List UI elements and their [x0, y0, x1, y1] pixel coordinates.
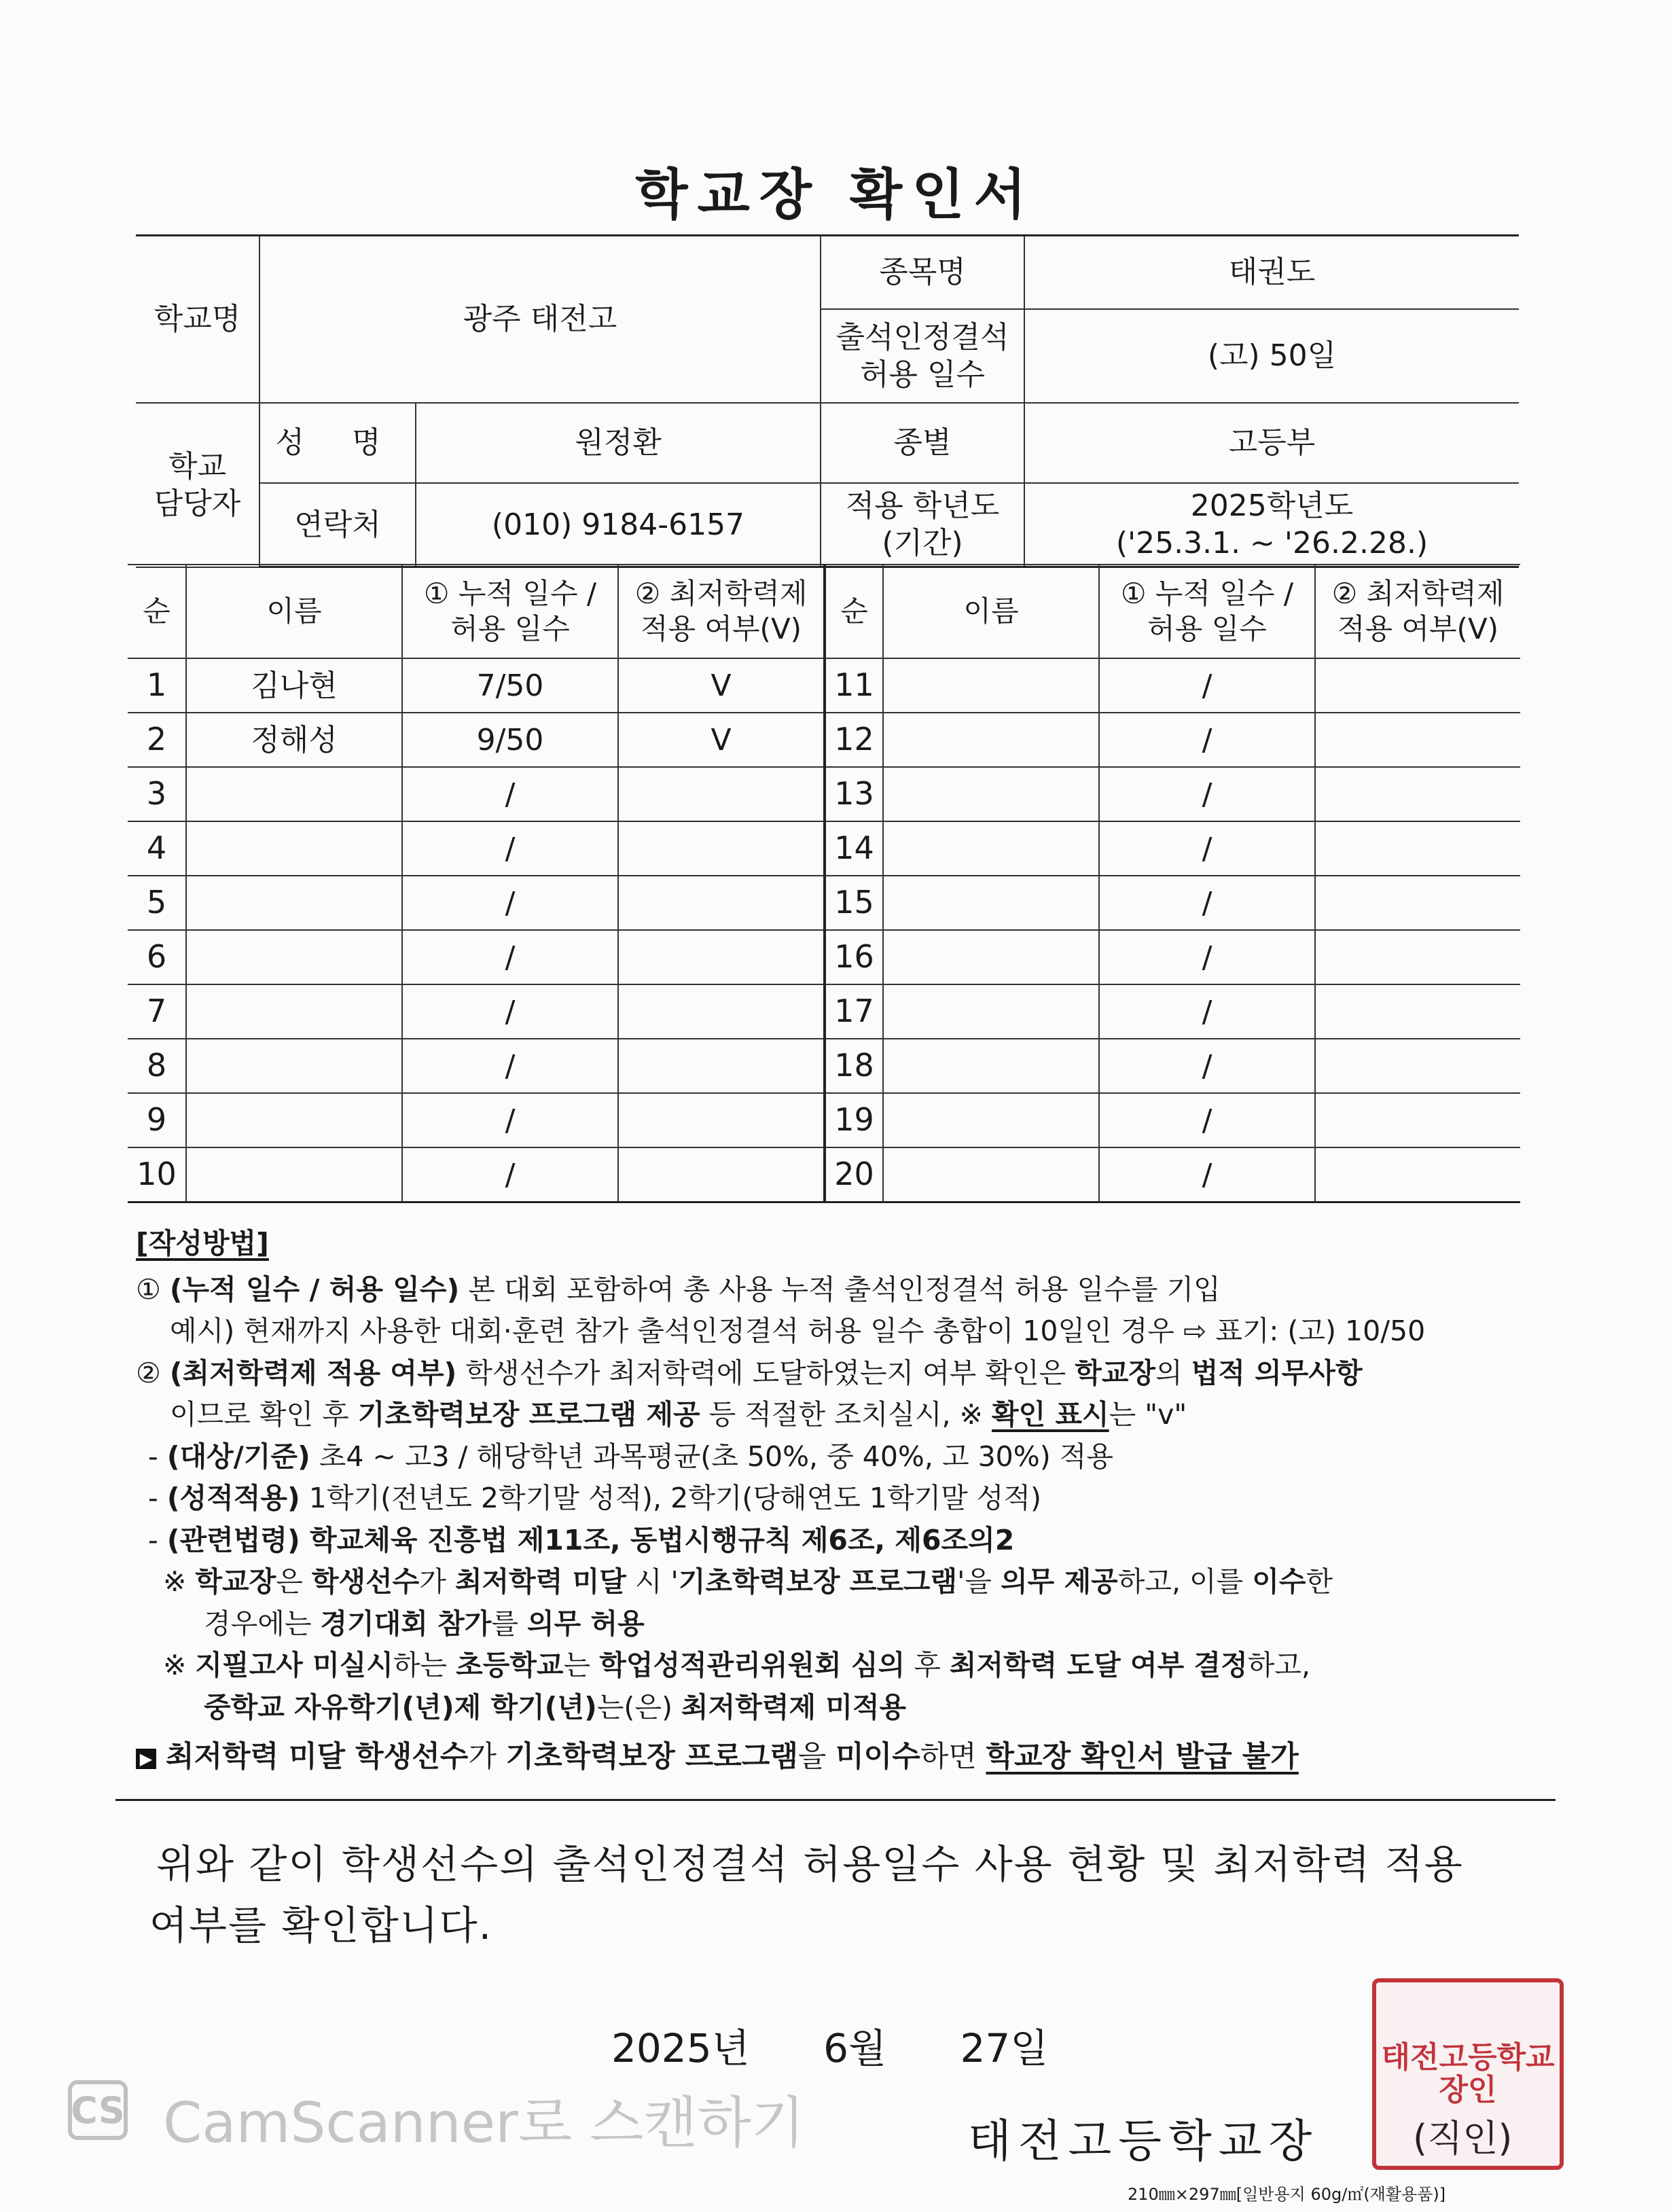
table-row [128, 984, 1520, 1039]
note1-text-4: '을 [957, 1565, 1001, 1598]
division-value: 고등부 [1024, 403, 1519, 483]
confirm-line-1: 위와 같이 학생선수의 출석인정결석 허용일수 사용 현황 및 최저학력 적용 [156, 1841, 1464, 1887]
method-section [136, 1223, 1535, 1779]
row-days-cell: / [402, 876, 618, 930]
method-dash-2 [136, 1478, 1535, 1520]
note2-bold-2: 초등학교 [456, 1649, 564, 1681]
row-name-cell [186, 930, 402, 984]
item2-text-2: 의 [1155, 1356, 1191, 1389]
note1-l2-bold-2: 의무 허용 [527, 1607, 645, 1640]
row-no-cell: 9 [128, 1093, 186, 1147]
year-value: 2025학년도 ('25.3.1. ~ '26.2.28.) [1024, 483, 1519, 567]
row-days-cell: / [402, 984, 618, 1039]
dash2-bold: (성적적용) [166, 1482, 300, 1514]
table-row [128, 1093, 1520, 1147]
row-no-cell: 15 [825, 876, 883, 930]
school-label: 학교명 [136, 236, 259, 403]
dash2-text: 1학기(전년도 2학기말 성적), 2학기(당해연도 1학기말 성적) [300, 1482, 1042, 1514]
note2-bold-1: 지필고사 미실시 [195, 1649, 393, 1681]
table-row [128, 1039, 1520, 1093]
note1-bold-6: 이수 [1252, 1565, 1306, 1598]
date-month: 6월 [823, 2025, 887, 2071]
row-days-cell: / [402, 1039, 618, 1093]
row-check-cell [1315, 984, 1520, 1039]
method-note-1-line-2 [136, 1603, 1535, 1645]
document-title: 학교장 확인서 [635, 163, 1036, 226]
table-row [128, 876, 1520, 930]
method-heading: [작성방법] [136, 1227, 269, 1260]
contact-group-label: 학교 담당자 [136, 403, 259, 567]
row-no-cell: 5 [128, 876, 186, 930]
dash3-bold: (관련법령) 학교체육 진흥법 제11조, 동법시행규칙 제6조, 제6조의2 [166, 1523, 1015, 1556]
row-no-cell: 19 [825, 1093, 883, 1147]
note2-bold-3: 학업성적관리위원회 심의 [599, 1649, 905, 1681]
circle-2-mark: ② [136, 1356, 161, 1389]
final-bold-4: 학교장 확인서 발급 불가 [986, 1740, 1299, 1774]
row-check-cell [1315, 1039, 1520, 1093]
circle-1-mark: ① [136, 1272, 161, 1306]
final-text-1: 가 [468, 1740, 506, 1774]
row-days-cell: / [1099, 1039, 1315, 1093]
row-days-cell: 9/50 [402, 713, 618, 767]
row-no-cell: 11 [825, 658, 883, 713]
row-name-cell [186, 1093, 402, 1147]
table-row [128, 930, 1520, 984]
seal-placeholder: (직인) [1413, 2117, 1513, 2160]
row-name-cell [883, 930, 1099, 984]
row-no-cell: 7 [128, 984, 186, 1039]
row-days-cell: / [1099, 1147, 1315, 1202]
note1-text-1: 은 [276, 1565, 312, 1598]
note1-mark: ※ [163, 1565, 196, 1598]
note1-bold-2: 학생선수 [311, 1565, 420, 1598]
date-line [611, 2016, 1048, 2073]
note2-mark: ※ [163, 1649, 196, 1681]
note1-l2-text-1: 경우에는 [204, 1607, 321, 1640]
row-days-cell: / [1099, 821, 1315, 876]
note2-l2-bold-2: 최저학력제 미적용 [681, 1690, 907, 1724]
item2-l2-text-3: 는 "v" [1109, 1398, 1187, 1431]
row-days-cell: / [1099, 658, 1315, 713]
table-row [128, 1147, 1520, 1202]
signer-name: 태전고등학교장 [968, 2115, 1319, 2167]
dash-2: - [148, 1482, 167, 1514]
confirm-statement [149, 1834, 1542, 1957]
row-name-cell [186, 1039, 402, 1093]
header-no-right: 순 [825, 565, 883, 658]
row-no-cell: 6 [128, 930, 186, 984]
note1-l2-text-2: 를 [491, 1607, 528, 1640]
row-check-cell [1315, 658, 1520, 713]
item2-bold: (최저학력제 적용 여부) [169, 1356, 457, 1389]
dash1-text: 초4 ~ 고3 / 해당학년 과목평균(초 50%, 중 40%, 고 30%) 적용 [310, 1440, 1113, 1473]
row-check-cell [618, 930, 825, 984]
camscanner-logo-icon: CS [68, 2080, 128, 2140]
row-days-cell: / [1099, 876, 1315, 930]
note1-bold-5: 의무 제공 [1001, 1565, 1118, 1598]
phone-label: 연락처 [259, 483, 416, 567]
dash1-bold: (대상/기준) [166, 1440, 310, 1473]
item2-text-1: 학생선수가 최저학력에 도달하였는지 여부 확인은 [456, 1356, 1075, 1389]
row-check-cell [618, 1039, 825, 1093]
row-name-cell [883, 1147, 1099, 1202]
method-item-1-example: 예시) 현재까지 사용한 대회·훈련 참가 출석인정결석 허용 일수 총합이 10일인 경우 ⇨ 표기: (고) 10/50 [170, 1315, 1426, 1347]
row-check-cell [1315, 767, 1520, 821]
allow-label: 출석인정결석 허용 일수 [821, 309, 1024, 403]
row-no-cell: 3 [128, 767, 186, 821]
row-days-cell: / [1099, 930, 1315, 984]
row-name-cell [883, 658, 1099, 713]
note1-text-2: 가 [419, 1565, 455, 1598]
row-name-cell [186, 984, 402, 1039]
header-no-left: 순 [128, 565, 186, 658]
table-row [128, 713, 1520, 767]
dash-3: - [148, 1523, 167, 1556]
final-bold-2: 기초학력보장 프로그램 [505, 1740, 798, 1774]
row-check-cell: V [618, 658, 825, 713]
row-check-cell [618, 876, 825, 930]
item2-l2-text-2: 등 적절한 조치실시, ※ [700, 1398, 992, 1431]
row-check-cell [618, 984, 825, 1039]
school-value: 광주 태전고 [259, 236, 821, 403]
row-name-cell: 김나현 [186, 658, 402, 713]
method-item-2-line-2 [136, 1394, 1535, 1436]
row-no-cell: 2 [128, 713, 186, 767]
year-label: 적용 학년도 (기간) [821, 483, 1024, 567]
note2-bold-4: 최저학력 도달 여부 결정 [949, 1649, 1248, 1681]
row-name-cell [883, 821, 1099, 876]
camscanner-watermark: CamScanner로 스캔하기 [163, 2091, 805, 2156]
header-name-right: 이름 [883, 565, 1099, 658]
row-days-cell: / [1099, 767, 1315, 821]
row-name-cell [883, 876, 1099, 930]
row-name-cell [883, 1093, 1099, 1147]
row-check-cell [1315, 876, 1520, 930]
row-name-cell [883, 767, 1099, 821]
row-no-cell: 8 [128, 1039, 186, 1093]
roster-header-row [128, 565, 1520, 658]
row-check-cell [618, 767, 825, 821]
note2-l2-bold-1: 중학교 자유학기(년)제 학기(년) [204, 1690, 597, 1724]
note1-text-6: 한 [1306, 1565, 1333, 1598]
method-note-1 [136, 1561, 1535, 1603]
method-note-2-line-2 [136, 1687, 1535, 1729]
method-dash-3 [136, 1520, 1535, 1562]
date-day: 27일 [960, 2025, 1049, 2071]
row-days-cell: 7/50 [402, 658, 618, 713]
note1-text-5: 하고, 이를 [1117, 1565, 1253, 1598]
header-days-left: ① 누적 일수 / 허용 일수 [402, 565, 618, 658]
final-bold-3: 미이수 [836, 1740, 920, 1774]
method-note-2 [136, 1645, 1535, 1687]
paper-spec-note: 210㎜×297㎜[일반용지 60g/㎡(재활용품)] [1128, 2185, 1446, 2204]
info-table [136, 234, 1519, 568]
row-days-cell: / [1099, 984, 1315, 1039]
table-row [128, 767, 1520, 821]
date-year: 2025년 [611, 2025, 750, 2071]
note1-l2-bold-1: 경기대회 참가 [320, 1607, 492, 1640]
row-days-cell: / [402, 930, 618, 984]
item2-l2-text-1: 이므로 확인 후 [170, 1398, 358, 1431]
note1-bold-1: 학교장 [195, 1565, 276, 1598]
method-final-note [136, 1735, 1535, 1779]
row-name-cell: 정해성 [186, 713, 402, 767]
note2-text-2: 는 [563, 1649, 600, 1681]
header-check-right: ② 최저학력제 적용 여부(V) [1315, 565, 1520, 658]
arrow-box-icon: ▶ [136, 1749, 156, 1769]
row-name-cell [883, 713, 1099, 767]
row-no-cell: 12 [825, 713, 883, 767]
final-text-3: 하면 [920, 1740, 986, 1774]
row-days-cell: / [1099, 1093, 1315, 1147]
header-days-right: ① 누적 일수 / 허용 일수 [1099, 565, 1315, 658]
item2-l2-bold-1: 기초학력보장 프로그램 제공 [357, 1398, 700, 1431]
row-no-cell: 17 [825, 984, 883, 1039]
row-no-cell: 20 [825, 1147, 883, 1202]
row-days-cell: / [1099, 713, 1315, 767]
header-check-left: ② 최저학력제 적용 여부(V) [618, 565, 825, 658]
row-no-cell: 16 [825, 930, 883, 984]
row-name-cell [186, 821, 402, 876]
item2-l2-bold-2: 확인 표시 [991, 1398, 1109, 1431]
name-label: 성 명 [259, 403, 416, 483]
row-no-cell: 1 [128, 658, 186, 713]
row-check-cell [618, 1147, 825, 1202]
note1-bold-4: 기초학력보장 프로그램 [678, 1565, 958, 1598]
event-label: 종목명 [821, 236, 1024, 309]
row-days-cell: / [402, 767, 618, 821]
row-check-cell [618, 821, 825, 876]
row-name-cell [186, 767, 402, 821]
note2-l2-text-1: 는(은) [596, 1690, 682, 1724]
method-item-1 [136, 1269, 1535, 1311]
allow-value: (고) 50일 [1024, 309, 1519, 403]
row-name-cell [883, 984, 1099, 1039]
row-check-cell [1315, 1147, 1520, 1202]
note2-text-3: 후 [905, 1649, 950, 1681]
final-text-2: 을 [797, 1740, 836, 1774]
row-name-cell [186, 1147, 402, 1202]
table-row [128, 821, 1520, 876]
method-item-2 [136, 1353, 1535, 1395]
row-check-cell [618, 1093, 825, 1147]
row-name-cell [883, 1039, 1099, 1093]
note1-text-3: 시 ' [626, 1565, 679, 1598]
row-check-cell [1315, 1093, 1520, 1147]
note2-text-1: 하는 [393, 1649, 456, 1681]
row-no-cell: 14 [825, 821, 883, 876]
event-value: 태권도 [1024, 236, 1519, 309]
method-dash-1 [136, 1436, 1535, 1478]
row-check-cell [1315, 821, 1520, 876]
dash-1: - [148, 1440, 167, 1473]
note1-bold-3: 최저학력 미달 [454, 1565, 626, 1598]
row-days-cell: / [402, 1147, 618, 1202]
official-stamp: 태전고등학교장인 [1372, 1978, 1564, 2170]
row-no-cell: 10 [128, 1147, 186, 1202]
roster-table [128, 564, 1520, 1203]
final-bold-1: 최저학력 미달 학생선수 [166, 1740, 469, 1774]
name-value: 원정환 [416, 403, 821, 483]
item2-bold-3: 법적 의무사항 [1191, 1356, 1363, 1389]
row-no-cell: 18 [825, 1039, 883, 1093]
row-check-cell: V [618, 713, 825, 767]
confirm-line-2: 여부를 확인합니다. [149, 1902, 493, 1948]
row-name-cell [186, 876, 402, 930]
table-row [128, 658, 1520, 713]
division-label: 종별 [821, 403, 1024, 483]
item1-text: 본 대회 포함하여 총 사용 누적 출석인정결석 허용 일수를 기입 [459, 1272, 1221, 1306]
header-name-left: 이름 [186, 565, 402, 658]
row-check-cell [1315, 713, 1520, 767]
phone-value: (010) 9184-6157 [416, 483, 821, 567]
row-days-cell: / [402, 821, 618, 876]
item2-bold-2: 학교장 [1075, 1356, 1156, 1389]
row-check-cell [1315, 930, 1520, 984]
item1-bold: (누적 일수 / 허용 일수) [169, 1272, 460, 1306]
note2-text-4: 하고, [1247, 1649, 1310, 1681]
row-no-cell: 13 [825, 767, 883, 821]
row-days-cell: / [402, 1093, 618, 1147]
divider-line [115, 1799, 1556, 1801]
row-no-cell: 4 [128, 821, 186, 876]
